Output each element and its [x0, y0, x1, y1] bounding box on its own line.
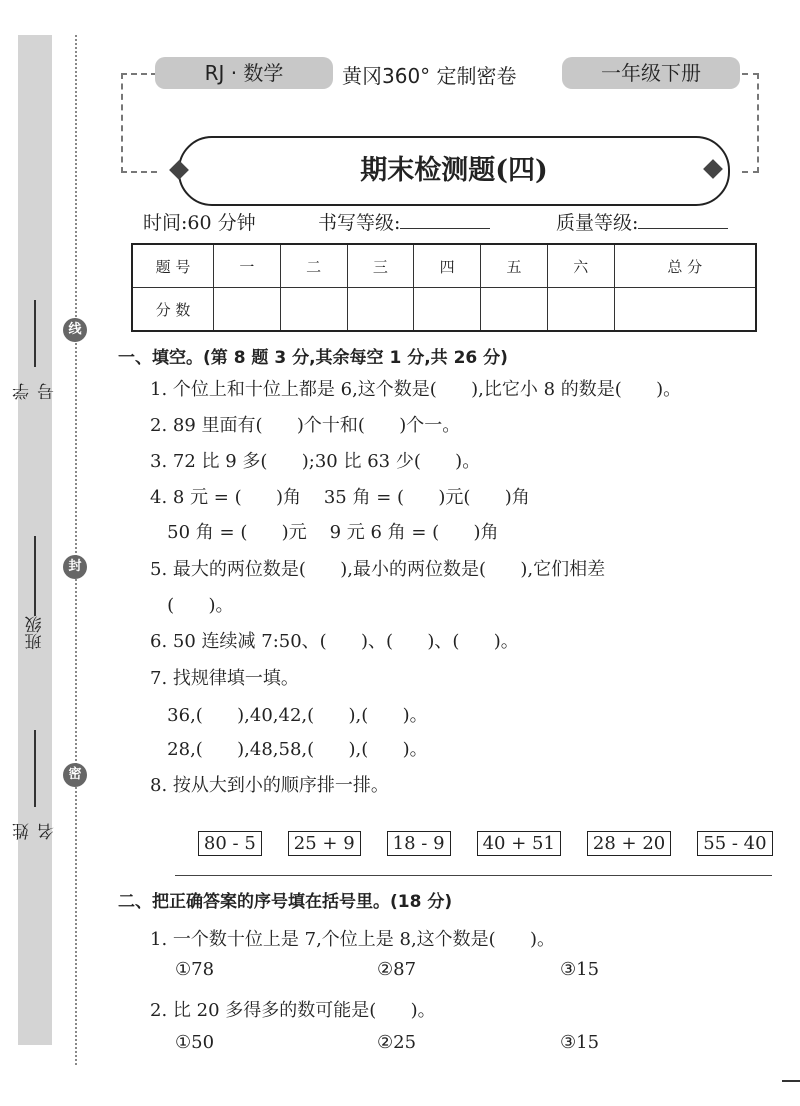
table-header: 四: [414, 244, 481, 288]
score-cell[interactable]: [414, 288, 481, 332]
question-line: 7. 找规律填一填。: [150, 668, 299, 689]
page-title: 期末检测题(四): [178, 136, 730, 206]
expression-box: 40 + 51: [477, 831, 561, 856]
option: ①78: [175, 959, 215, 980]
option: ②87: [377, 959, 417, 980]
score-cell[interactable]: [547, 288, 614, 332]
writing-grade: [318, 208, 490, 235]
question-line: ( )。: [150, 595, 234, 616]
seal-feng: 封: [63, 555, 87, 579]
writing-grade-label: 书写等级:: [318, 212, 401, 234]
score-cell[interactable]: [481, 288, 548, 332]
question-line: 3. 72 比 9 多( );30 比 63 少( )。: [150, 451, 481, 472]
name-field: [13, 730, 58, 840]
table-row: [132, 288, 756, 332]
student-id-label: 学号: [13, 383, 58, 400]
class-label: 班级: [25, 616, 46, 650]
brand-text: 黄冈360° 定制密卷: [342, 64, 517, 88]
expression-row: [175, 810, 799, 877]
grade-badge: 一年级下册: [562, 57, 740, 89]
question-line: 4. 8 元 = ( )角 35 角 = ( )元( )角: [150, 487, 530, 508]
option: ①50: [175, 1032, 215, 1053]
answer-line[interactable]: [175, 875, 772, 876]
option: ③15: [560, 1032, 600, 1053]
table-header: 二: [280, 244, 347, 288]
question-line: 1. 个位上和十位上都是 6,这个数是( ),比它小 8 的数是( )。: [150, 379, 682, 400]
table-header: 三: [347, 244, 414, 288]
seal-xian: 线: [63, 318, 87, 342]
student-id-field: [13, 300, 58, 400]
question-line: 6. 50 连续减 7:50、( )、( )、( )。: [150, 631, 519, 652]
section-1-title: 一、填空。(第 8 题 3 分,其余每空 1 分,共 26 分): [118, 348, 508, 368]
expression-box: 28 + 20: [587, 831, 671, 856]
option: ③15: [560, 959, 600, 980]
table-header: 题 号: [132, 244, 214, 288]
question-line: 5. 最大的两位数是( ),最小的两位数是( ),它们相差: [150, 559, 606, 580]
question-line: 28,( ),48,58,( ),( )。: [150, 739, 428, 760]
score-cell[interactable]: [614, 288, 756, 332]
seal-line: [75, 35, 77, 1065]
question-line: 2. 比 20 多得多的数可能是( )。: [150, 1000, 436, 1021]
question-line: 8. 按从大到小的顺序排一排。: [150, 775, 389, 796]
frame-dash-right: [742, 73, 759, 173]
question-line: 50 角 = ( )元 9 元 6 角 = ( )角: [150, 522, 499, 543]
quality-grade-blank[interactable]: [638, 210, 728, 229]
quality-grade-label: 质量等级:: [556, 212, 639, 234]
section-2-title: 二、把正确答案的序号填在括号里。(18 分): [118, 892, 453, 912]
quality-grade: [556, 208, 728, 235]
class-field: [18, 530, 52, 650]
question-line: 1. 一个数十位上是 7,个位上是 8,这个数是( )。: [150, 929, 556, 950]
expression-box: 18 - 9: [387, 831, 451, 856]
score-cell[interactable]: [280, 288, 347, 332]
seal-mi: 密: [63, 763, 87, 787]
table-header-row: [132, 244, 756, 288]
option: ②25: [377, 1032, 417, 1053]
table-header: 一: [214, 244, 281, 288]
subject-badge: RJ · 数学: [155, 57, 333, 89]
score-table: [131, 243, 757, 332]
table-header: 六: [547, 244, 614, 288]
question-line: 36,( ),40,42,( ),( )。: [150, 705, 428, 726]
name-label: 姓名: [13, 823, 58, 840]
score-cell[interactable]: [347, 288, 414, 332]
page-edge-mark: [782, 1080, 800, 1082]
table-header: 五: [481, 244, 548, 288]
score-cell[interactable]: [214, 288, 281, 332]
expression-box: 25 + 9: [288, 831, 361, 856]
expression-box: 80 - 5: [198, 831, 262, 856]
time-label: 时间:60 分钟: [143, 212, 256, 234]
frame-dash-left: [121, 73, 157, 173]
expression-box: 55 - 40: [697, 831, 772, 856]
row-label: 分 数: [132, 288, 214, 332]
writing-grade-blank[interactable]: [400, 210, 490, 229]
question-line: 2. 89 里面有( )个十和( )个一。: [150, 415, 461, 436]
table-header: 总 分: [614, 244, 756, 288]
